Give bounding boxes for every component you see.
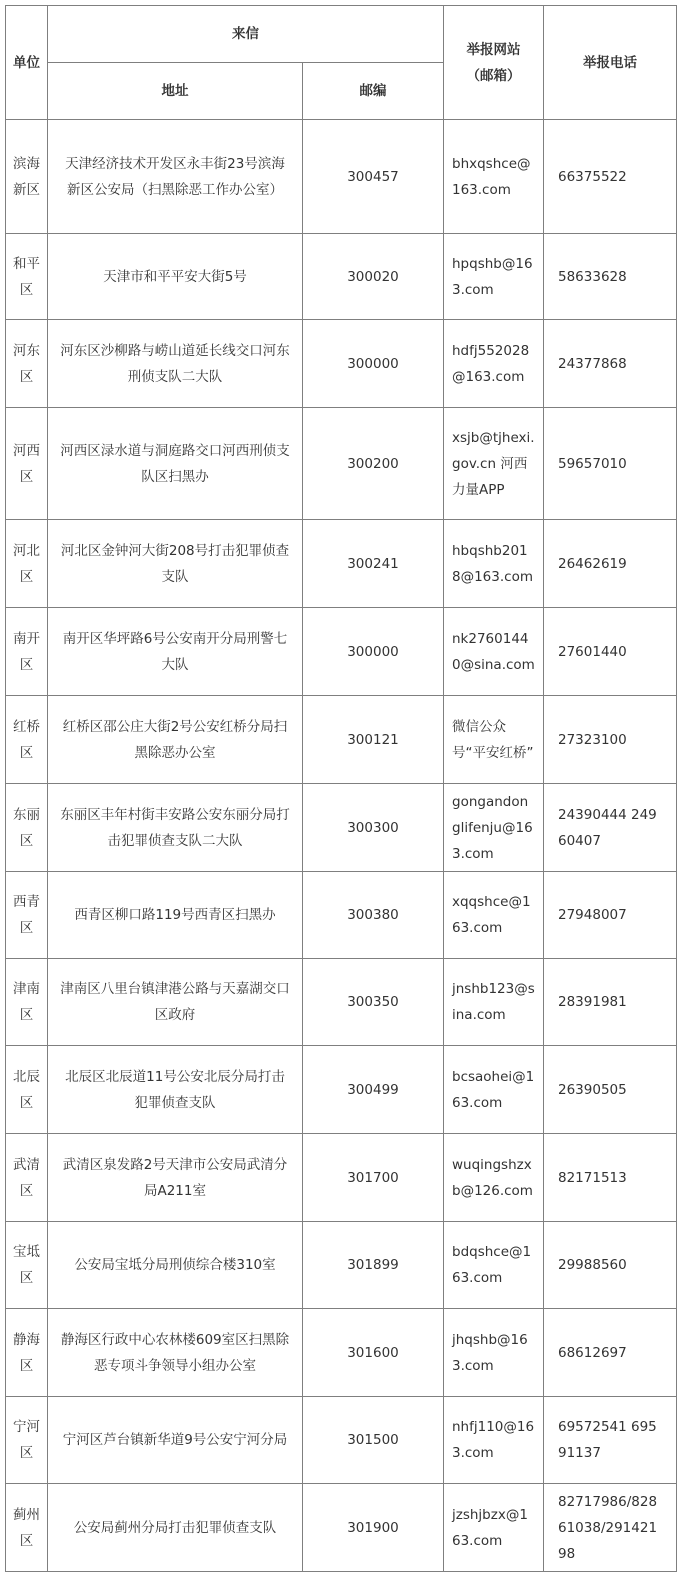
website-cell: jhqshb@163.com xyxy=(444,1309,544,1397)
table-row xyxy=(6,1484,677,1572)
phone-cell: 68612697 xyxy=(544,1309,677,1397)
table-row xyxy=(6,608,677,696)
header-letter: 来信 xyxy=(48,6,444,63)
header-website: 举报网站（邮箱） xyxy=(444,6,544,120)
address-cell: 南开区华坪路6号公安南开分局刑警七大队 xyxy=(48,608,303,696)
website-cell: nhfj110@163.com xyxy=(444,1397,544,1484)
phone-cell: 58633628 xyxy=(544,234,677,320)
table-row xyxy=(6,784,677,872)
website-cell: hpqshb@163.com xyxy=(444,234,544,320)
reporting-contacts-table xyxy=(5,5,677,1572)
phone-cell: 82171513 xyxy=(544,1134,677,1222)
address-cell: 河北区金钟河大街208号打击犯罪侦查支队 xyxy=(48,520,303,608)
unit-cell: 河西区 xyxy=(6,408,48,520)
header-zipcode: 邮编 xyxy=(303,63,444,120)
header-address: 地址 xyxy=(48,63,303,120)
phone-cell: 27948007 xyxy=(544,872,677,959)
zipcode-cell: 300499 xyxy=(303,1046,444,1134)
unit-cell: 静海区 xyxy=(6,1309,48,1397)
address-cell: 东丽区丰年村街丰安路公安东丽分局打击犯罪侦查支队二大队 xyxy=(48,784,303,872)
website-cell: gongandonglifenju@163.com xyxy=(444,784,544,872)
address-cell: 红桥区邵公庄大街2号公安红桥分局扫黑除恶办公室 xyxy=(48,696,303,784)
zipcode-cell: 300000 xyxy=(303,320,444,408)
address-cell: 宁河区芦台镇新华道9号公安宁河分局 xyxy=(48,1397,303,1484)
unit-cell: 河北区 xyxy=(6,520,48,608)
phone-cell: 29988560 xyxy=(544,1222,677,1309)
phone-cell: 27601440 xyxy=(544,608,677,696)
zipcode-cell: 300020 xyxy=(303,234,444,320)
zipcode-cell: 300380 xyxy=(303,872,444,959)
table-row xyxy=(6,1046,677,1134)
website-cell: bcsaohei@163.com xyxy=(444,1046,544,1134)
unit-cell: 武清区 xyxy=(6,1134,48,1222)
unit-cell: 宁河区 xyxy=(6,1397,48,1484)
zipcode-cell: 301500 xyxy=(303,1397,444,1484)
table-row xyxy=(6,520,677,608)
unit-cell: 宝坻区 xyxy=(6,1222,48,1309)
website-cell: jzshjbzx@163.com xyxy=(444,1484,544,1572)
phone-cell: 24390444 24960407 xyxy=(544,784,677,872)
zipcode-cell: 301900 xyxy=(303,1484,444,1572)
zipcode-cell: 301700 xyxy=(303,1134,444,1222)
phone-cell: 27323100 xyxy=(544,696,677,784)
phone-cell: 69572541 69591137 xyxy=(544,1397,677,1484)
zipcode-cell: 300000 xyxy=(303,608,444,696)
address-cell: 北辰区北辰道11号公安北辰分局打击犯罪侦查支队 xyxy=(48,1046,303,1134)
address-cell: 公安局宝坻分局刑侦综合楼310室 xyxy=(48,1222,303,1309)
table-row xyxy=(6,696,677,784)
website-cell: hdfj552028@163.com xyxy=(444,320,544,408)
address-cell: 公安局蓟州分局打击犯罪侦查支队 xyxy=(48,1484,303,1572)
unit-cell: 东丽区 xyxy=(6,784,48,872)
unit-cell: 和平区 xyxy=(6,234,48,320)
header-phone: 举报电话 xyxy=(544,6,677,120)
zipcode-cell: 300121 xyxy=(303,696,444,784)
address-cell: 静海区行政中心农林楼609室区扫黑除恶专项斗争领导小组办公室 xyxy=(48,1309,303,1397)
unit-cell: 河东区 xyxy=(6,320,48,408)
unit-cell: 津南区 xyxy=(6,959,48,1046)
zipcode-cell: 300300 xyxy=(303,784,444,872)
phone-cell: 82717986/82861038/29142198 xyxy=(544,1484,677,1572)
zipcode-cell: 301600 xyxy=(303,1309,444,1397)
unit-cell: 北辰区 xyxy=(6,1046,48,1134)
zipcode-cell: 301899 xyxy=(303,1222,444,1309)
table-row xyxy=(6,872,677,959)
table-row xyxy=(6,1134,677,1222)
zipcode-cell: 300200 xyxy=(303,408,444,520)
website-cell: wuqingshzxb@126.com xyxy=(444,1134,544,1222)
unit-cell: 南开区 xyxy=(6,608,48,696)
header-unit: 单位 xyxy=(6,6,48,120)
website-cell: nk27601440@sina.com xyxy=(444,608,544,696)
unit-cell: 西青区 xyxy=(6,872,48,959)
unit-cell: 滨海新区 xyxy=(6,120,48,234)
table-row xyxy=(6,1309,677,1397)
address-cell: 津南区八里台镇津港公路与天嘉湖交口区政府 xyxy=(48,959,303,1046)
table-body xyxy=(6,120,677,1572)
table-row xyxy=(6,1397,677,1484)
website-cell: bdqshce@163.com xyxy=(444,1222,544,1309)
table-row xyxy=(6,1222,677,1309)
unit-cell: 红桥区 xyxy=(6,696,48,784)
phone-cell: 28391981 xyxy=(544,959,677,1046)
phone-cell: 26462619 xyxy=(544,520,677,608)
phone-cell: 24377868 xyxy=(544,320,677,408)
table-row xyxy=(6,408,677,520)
zipcode-cell: 300241 xyxy=(303,520,444,608)
website-cell: hbqshb2018@163.com xyxy=(444,520,544,608)
table-row xyxy=(6,959,677,1046)
website-cell: 微信公众号“平安红桥” xyxy=(444,696,544,784)
table-row xyxy=(6,320,677,408)
phone-cell: 26390505 xyxy=(544,1046,677,1134)
address-cell: 武清区泉发路2号天津市公安局武清分局A211室 xyxy=(48,1134,303,1222)
unit-cell: 蓟州区 xyxy=(6,1484,48,1572)
phone-cell: 59657010 xyxy=(544,408,677,520)
website-cell: jnshb123@sina.com xyxy=(444,959,544,1046)
address-cell: 河西区渌水道与洞庭路交口河西刑侦支队区扫黑办 xyxy=(48,408,303,520)
website-cell: bhxqshce@163.com xyxy=(444,120,544,234)
website-cell: xqqshce@163.com xyxy=(444,872,544,959)
zipcode-cell: 300457 xyxy=(303,120,444,234)
table-row xyxy=(6,234,677,320)
phone-cell: 66375522 xyxy=(544,120,677,234)
address-cell: 西青区柳口路119号西青区扫黑办 xyxy=(48,872,303,959)
zipcode-cell: 300350 xyxy=(303,959,444,1046)
table-row xyxy=(6,120,677,234)
address-cell: 天津市和平平安大街5号 xyxy=(48,234,303,320)
website-cell: xsjb@tjhexi.gov.cn 河西力量APP xyxy=(444,408,544,520)
address-cell: 河东区沙柳路与崂山道延长线交口河东刑侦支队二大队 xyxy=(48,320,303,408)
address-cell: 天津经济技术开发区永丰街23号滨海新区公安局（扫黑除恶工作办公室） xyxy=(48,120,303,234)
